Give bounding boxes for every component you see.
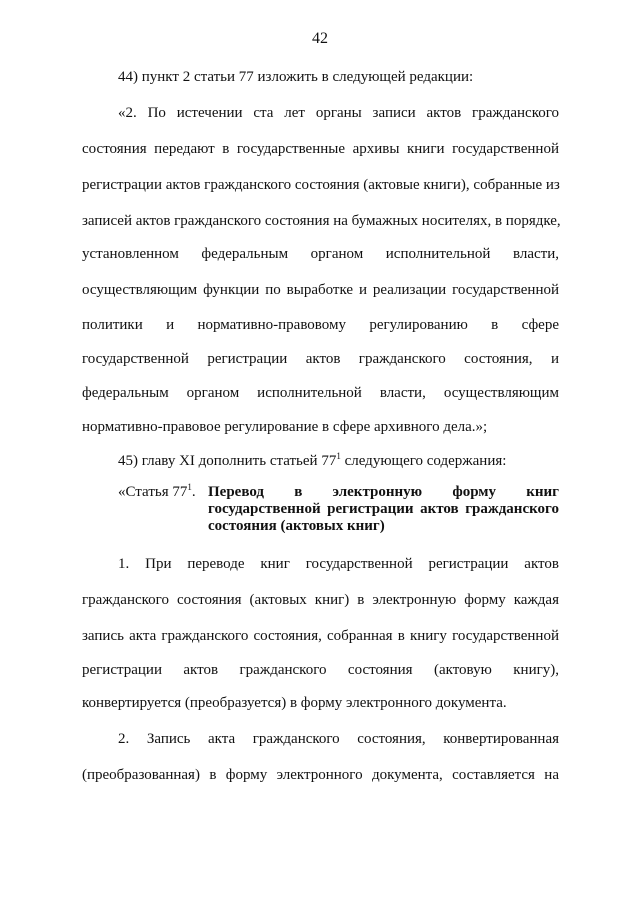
item45-suffix: следующего содержания: <box>340 453 507 469</box>
article-title-line: Перевод в электронную форму книг <box>208 484 559 500</box>
text-line: осуществляющим функции по выработке и реализации государственной <box>82 282 559 298</box>
article-title-line: состояния (актовых книг) <box>208 518 385 534</box>
page-number: 42 <box>312 30 328 47</box>
text-line: регистрации актов гражданского состояния (актовую книгу), <box>82 662 559 678</box>
article-title <box>208 484 559 535</box>
item45-superscript: 1 <box>336 451 341 461</box>
text-line: нормативно-правовое регулирование в сфере архивного дела.»; <box>82 419 488 435</box>
text-line: гражданского состояния (актовых книг) в электронную форму каждая <box>82 592 559 608</box>
paragraph-44: 44) пункт 2 статьи 77 изложить в следующей редакции: <box>118 69 474 85</box>
text-line: конвертируется (преобразуется) в форму электронного документа. <box>82 695 507 711</box>
text-line: «2. По истечении ста лет органы записи актов гражданского <box>118 105 559 121</box>
text-line: (преобразованная) в форму электронного документа, составляется на <box>82 767 559 783</box>
text-line: политики и нормативно-правовому регулированию в сфере <box>82 317 559 333</box>
text-line: 2. Запись акта гражданского состояния, конвертированная <box>118 731 559 747</box>
paragraph-45 <box>118 452 559 470</box>
text-line: записей актов гражданского состояния на бумажных носителях, в порядке, <box>82 213 561 229</box>
article-label <box>118 484 196 501</box>
article-label-prefix: «Статья 77 <box>118 484 188 500</box>
text-line: федеральным органом исполнительной власти, осуществляющим <box>82 385 559 401</box>
text-line: государственной регистрации актов гражданского состояния, и <box>82 351 559 367</box>
text-line: регистрации актов гражданского состояния (актовые книги), собранные из <box>82 177 560 193</box>
item45-prefix: 45) главу XI дополнить статьей 77 <box>118 453 337 469</box>
text-line: установленном федеральным органом исполнительной власти, <box>82 246 559 262</box>
article-label-suffix: . <box>191 484 196 500</box>
text-line: 1. При переводе книг государственной регистрации актов <box>118 556 559 572</box>
article-title-line: государственной регистрации актов гражданского <box>208 501 559 517</box>
text-line: состояния передают в государственные архивы книги государственной <box>82 141 559 157</box>
article-label-superscript: 1 <box>187 482 192 492</box>
text-line: запись акта гражданского состояния, собранная в книгу государственной <box>82 628 559 644</box>
